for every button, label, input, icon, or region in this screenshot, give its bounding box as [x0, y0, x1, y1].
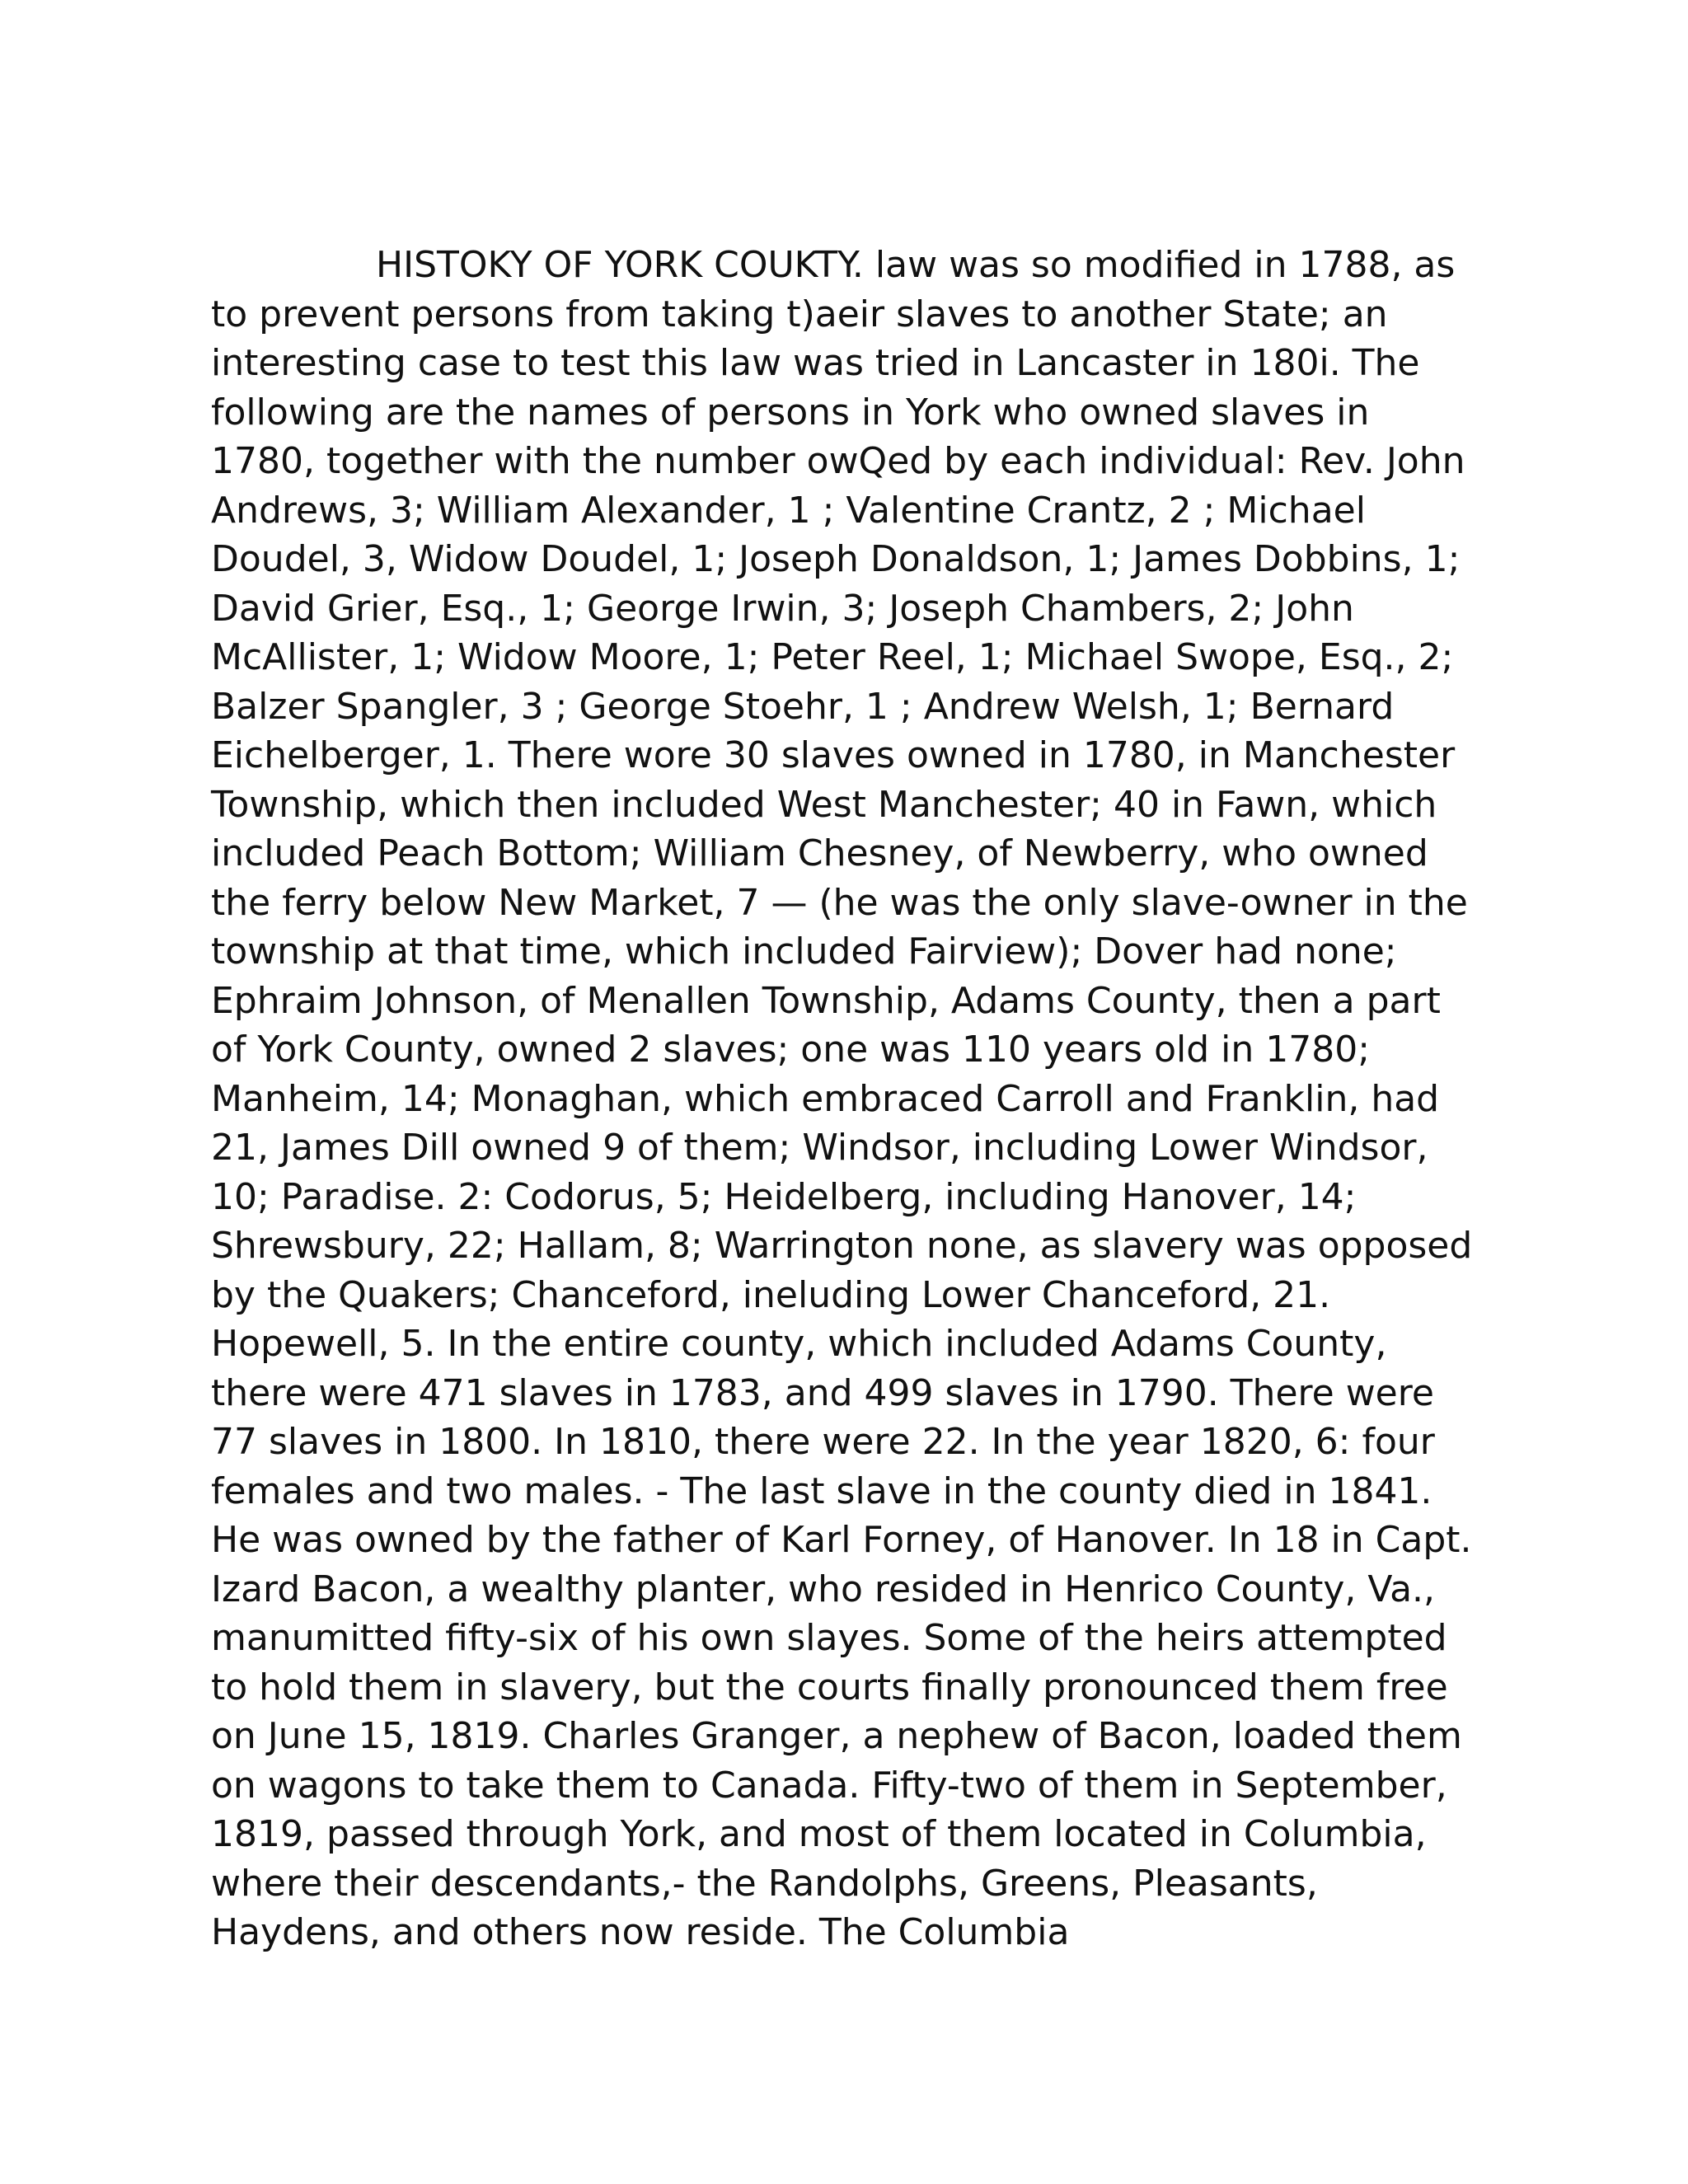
body-paragraph: HISTOKY OF YORK COUKTY. law was so modified in 1788, as to prevent persons from taking t)aeir slaves to another State; an interesting case to test this law was tried in Lancaster in 180i. The following are the names of persons in York who owned slaves in 1780, together with the number owQed by each individual: Rev. John Andrews, 3; William Alexander, 1 ; Valentine Crantz, 2 ; Michael Doudel, 3, Widow Doudel, 1; Joseph Donaldson, 1; James Dobbins, 1; David Grier, Esq., 1; George Irwin, 3; Joseph Chambers, 2; John McAllister, 1; Widow Moore, 1; Peter Reel, 1; Michael Swope, Esq., 2; Balzer Spangler, 3 ; George Stoehr, 1 ; Andrew Welsh, 1; Bernard Eichelberger, 1. There wore 30 slaves owned in 1780, in Manchester Township, which then included West Manchester; 40 in Fawn, which included Peach Bottom; William Chesney, of Newberry, who owned the ferry below New Market, 7 — (he was the only slave-owner in the township at that time, which included Fairview); Dover had none; Ephraim Johnson, of Menallen Township, Adams County, then a part of York County, owned 2 slaves; one was 110 years old in 1780; Manheim, 14; Monaghan, which embraced Carroll and Franklin, had 21, James Dill owned 9 of them; Windsor, including Lower Windsor, 10; Paradise. 2: Codorus, 5; Heidelberg, including Hanover, 14; Shrewsbury, 22; Hallam, 8; Warrington none, as slavery was opposed by the Quakers; Chanceford, ineluding Lower Chanceford, 21. Hopewell, 5. In the entire county, which included Adams County, there were 471 slaves in 1783, and 499 slaves in 1790. There were 77 slaves in 1800. In 1810, there were 22. In the year 1820, 6: four females and two males. - The last slave in the county died in 1841. He was owned by the father of Karl Forney, of Hanover. In 18 in Capt. Izard Bacon, a wealthy planter, who resided in Henrico County, Va., manumitted fifty-six of his own slayes. Some of the heirs attempted to hold them in slavery, but the courts finally pronounced them free on June 15, 1819. Charles Granger, a nephew of Bacon, loaded them on wagons to take them to Canada. Fifty-two of them in September, 1819, passed through York, and most of them located in Columbia, where their descendants,- the Randolphs, Greens, Pleasants, Haydens, and others now reside. The Columbia — [211, 244, 1473, 1953]
